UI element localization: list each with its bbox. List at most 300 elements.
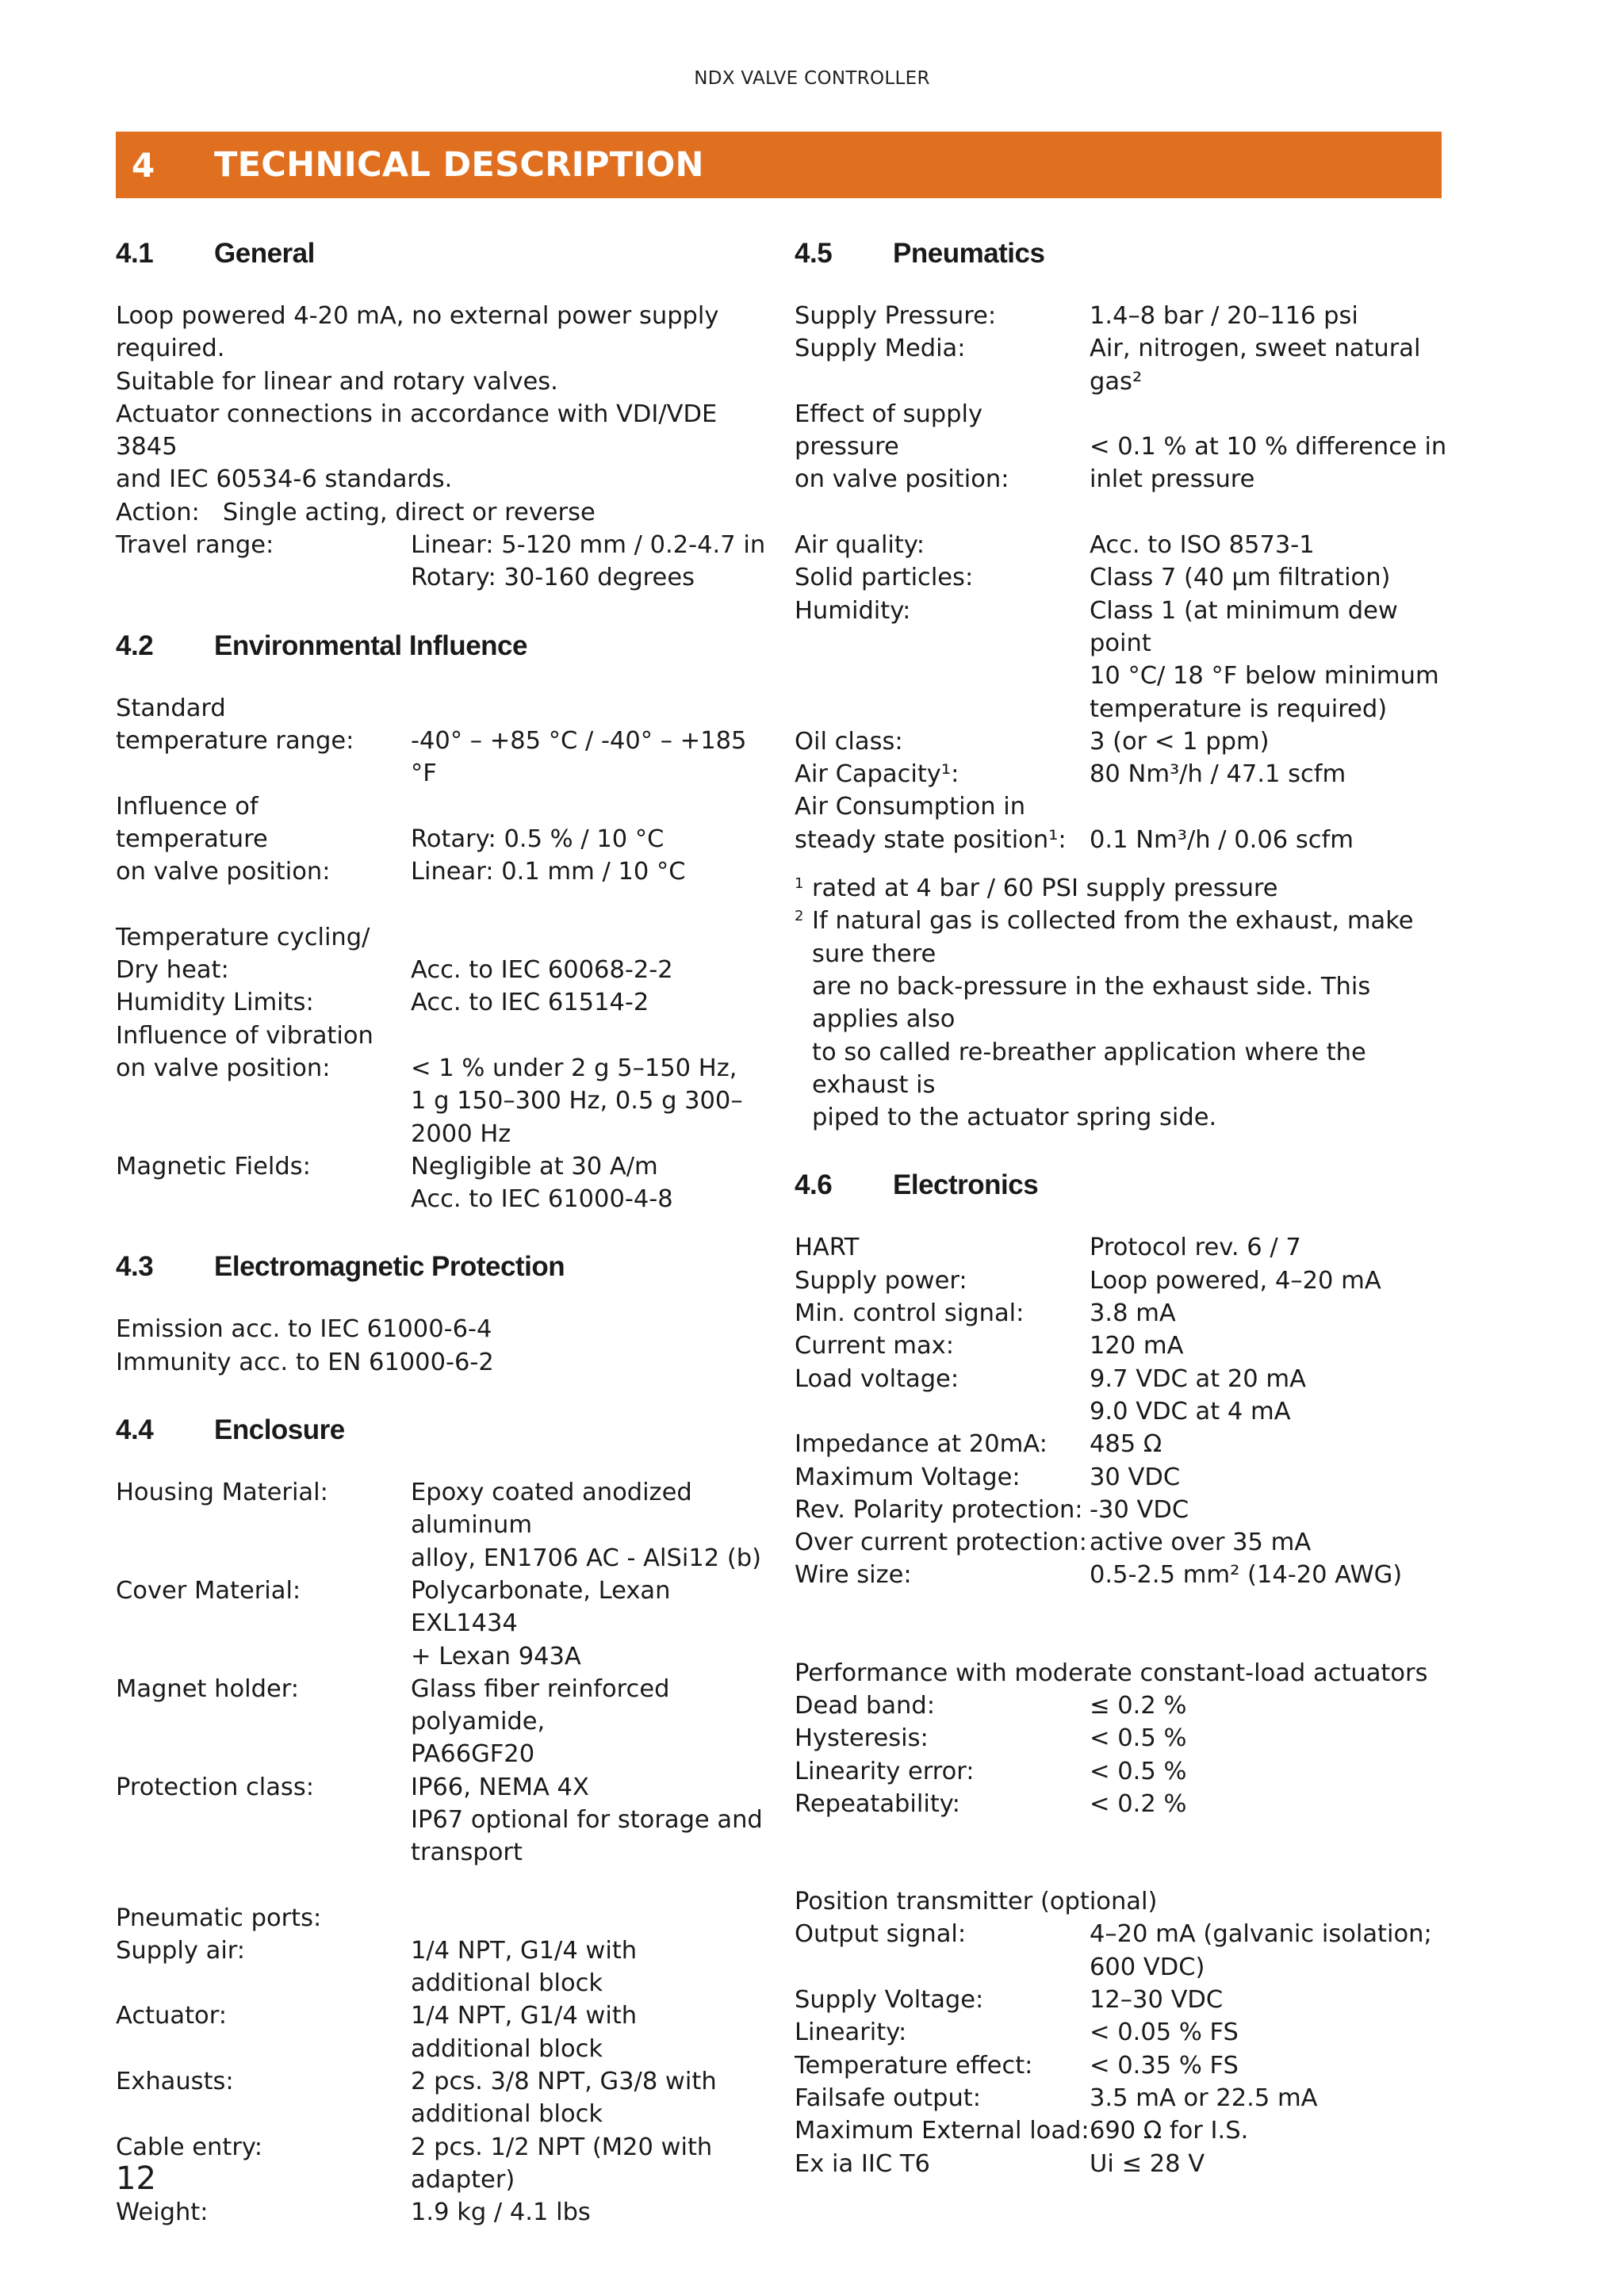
- spec-row: [795, 1788, 1451, 1820]
- spec-row: [795, 2148, 1451, 2180]
- section-number: 4.6: [795, 1169, 833, 1201]
- label-line: Over current protection:: [795, 1529, 1087, 1557]
- label-line: Hysteresis:: [795, 1724, 929, 1753]
- label-line: Temperature effect:: [795, 2051, 1033, 2080]
- section-number: 4.5: [795, 238, 833, 269]
- value-line: Rotary: 30-160 degrees: [411, 564, 695, 592]
- value-line: 690 Ω for I.S.: [1090, 2117, 1249, 2145]
- spec-row: [795, 1231, 1451, 1264]
- spec-row: [795, 398, 1451, 529]
- spec-row: [116, 1476, 766, 1575]
- label-line: [116, 2098, 411, 2130]
- spec-value: [1090, 1494, 1451, 1526]
- spec-row: [116, 790, 766, 921]
- section-number: 4.1: [116, 238, 154, 269]
- spec-label: [116, 692, 411, 790]
- spec-value: [1090, 2114, 1451, 2147]
- spec-value: [411, 529, 766, 595]
- spec-value: [411, 1771, 766, 1869]
- spec-row: [795, 1297, 1451, 1330]
- label-line: Humidity:: [795, 596, 911, 625]
- value-line: additional block: [411, 2034, 603, 2063]
- label-line: Protection class:: [116, 1773, 314, 1801]
- label-line: [116, 1085, 411, 1117]
- value-line: additional block: [411, 2100, 603, 2129]
- section-heading-electronics: [795, 1166, 1451, 1203]
- spec-label: [116, 1934, 411, 2000]
- label-line: Air Capacity¹:: [795, 760, 959, 789]
- spec-label: [795, 595, 1090, 725]
- label-line: Humidity Limits:: [116, 989, 314, 1017]
- spec-label: [116, 1771, 411, 1869]
- value-line: Class 7 (40 μm filtration): [1090, 564, 1391, 592]
- spec-label: [795, 398, 1090, 529]
- section-title: Environmental Influence: [214, 629, 527, 661]
- spec-label: [116, 1476, 411, 1575]
- spec-row: [795, 758, 1451, 790]
- spec-label: [795, 1755, 1090, 1788]
- spec-label: [795, 1494, 1090, 1526]
- footnote-line: piped to the actuator spring side.: [812, 1104, 1217, 1132]
- spec-label: [795, 1722, 1090, 1755]
- spec-value: [1090, 1559, 1451, 1591]
- value-line: Linear: 5-120 mm / 0.2-4.7 in: [411, 531, 766, 560]
- general-text: [116, 300, 766, 595]
- spec-value: [1090, 1918, 1451, 1984]
- label-line: [795, 1395, 1090, 1428]
- value-line: 0.5-2.5 mm² (14-20 AWG): [1090, 1561, 1403, 1590]
- label-line: Oil class:: [795, 727, 903, 756]
- footnote-mark: 1: [795, 875, 804, 893]
- spec-value: [411, 1673, 766, 1771]
- label-line: Dead band:: [795, 1691, 936, 1720]
- value-line: < 1 % under 2 g 5–150 Hz,: [411, 1054, 737, 1082]
- value-line: Acc. to IEC 60068-2-2: [411, 956, 673, 985]
- section-heading-pneumatics: [795, 235, 1451, 272]
- spec-label: [795, 790, 1090, 856]
- section-number: 4.4: [116, 1414, 154, 1446]
- value-line: -30 VDC: [1090, 1495, 1189, 1524]
- spec-row: [116, 1150, 766, 1216]
- value-line: 1/4 NPT, G1/4 with: [411, 2002, 638, 2030]
- value-line: additional block: [411, 1969, 603, 1998]
- spec-row: [795, 1559, 1451, 1591]
- spec-label: [116, 1999, 411, 2065]
- section-title: Pneumatics: [893, 238, 1045, 269]
- spec-value: [411, 1575, 766, 1673]
- value-line: Polycarbonate, Lexan EXL1434: [411, 1576, 671, 1638]
- page-number: 12: [116, 2160, 156, 2197]
- value-line: temperature is required): [1090, 695, 1388, 723]
- value-line: + Lexan 943A: [411, 1642, 581, 1670]
- spec-label: [795, 332, 1090, 398]
- spec-label: [795, 1788, 1090, 1820]
- spec-value: [411, 1999, 766, 2065]
- spec-label: [116, 2065, 411, 2131]
- footnote-line: are no back-pressure in the exhaust side. This applies also: [812, 972, 1371, 1034]
- section-heading-electromagnetic: [116, 1248, 766, 1285]
- pneumatic-ports-specs: [116, 1934, 766, 2229]
- value-line: 9.7 VDC at 20 mA: [1090, 1364, 1306, 1393]
- spec-label: [795, 1231, 1090, 1264]
- value-line: 12–30 VDC: [1090, 1986, 1224, 2015]
- value-line: Class 1 (at minimum dew point: [1090, 596, 1398, 657]
- label-line: Air quality:: [795, 531, 925, 560]
- spec-row: [795, 1755, 1451, 1788]
- text-line: Loop powered 4-20 mA, no external power supply required.: [116, 302, 719, 363]
- label-line: Maximum External load:: [795, 2117, 1090, 2145]
- spec-label: [795, 1918, 1090, 1984]
- spec-row: [116, 986, 766, 1019]
- spec-row: [795, 1428, 1451, 1460]
- value-line: 1 g 150–300 Hz, 0.5 g 300–: [411, 1087, 743, 1115]
- spec-label: [795, 1297, 1090, 1330]
- spec-row: [795, 725, 1451, 758]
- spec-label: [795, 529, 1090, 561]
- footnote-text: rated at 4 bar / 60 PSI supply pressure: [812, 874, 1278, 903]
- value-line: 3 (or < 1 ppm): [1090, 727, 1270, 756]
- label-line: Cable entry:: [116, 2133, 262, 2161]
- value-line: 1.4–8 bar / 20–116 psi: [1090, 302, 1358, 330]
- spec-row: [795, 1363, 1451, 1429]
- label-line: [116, 1607, 411, 1640]
- spec-value: [1090, 332, 1451, 398]
- spec-value: [1090, 1526, 1451, 1559]
- section-heading-enclosure: [116, 1411, 766, 1448]
- label-line: [116, 1804, 411, 1836]
- spec-value: [1090, 758, 1451, 790]
- value-line: Rotary: 0.5 % / 10 °C: [411, 825, 665, 853]
- label-line: Magnet holder:: [116, 1674, 299, 1703]
- spec-value: [1090, 2082, 1451, 2114]
- spec-row: [116, 1020, 766, 1150]
- spec-value: [1090, 595, 1451, 725]
- spec-value: [411, 692, 766, 790]
- value-line: [411, 790, 766, 823]
- spec-row: [795, 2114, 1451, 2147]
- spec-row: [116, 1771, 766, 1869]
- label-line: Effect of supply pressure: [795, 400, 983, 461]
- spec-label: [795, 2114, 1090, 2147]
- spec-row: [795, 1722, 1451, 1755]
- spec-row: [116, 1575, 766, 1673]
- label-line: Linearity error:: [795, 1757, 975, 1785]
- label-line: Rev. Polarity protection:: [795, 1495, 1083, 1524]
- value-line: 3.5 mA or 22.5 mA: [1090, 2084, 1318, 2112]
- value-line: transport: [411, 1839, 523, 1867]
- value-line: [411, 692, 766, 725]
- spec-value: [411, 2196, 766, 2229]
- section-number: 4.3: [116, 1251, 154, 1283]
- left-column: [116, 235, 766, 2229]
- spec-value: [411, 2065, 766, 2131]
- label-line: [116, 1705, 411, 1738]
- value-line: 2000 Hz: [411, 1119, 511, 1148]
- spec-label: [116, 986, 411, 1019]
- label-line: Supply Media:: [795, 335, 966, 363]
- spec-value: [411, 1934, 766, 2000]
- value-line: 10 °C/ 18 °F below minimum: [1090, 662, 1439, 691]
- spec-label: [795, 1689, 1090, 1722]
- spec-value: [1090, 2049, 1451, 2082]
- value-line: ≤ 0.2 %: [1090, 1691, 1187, 1720]
- spec-row: [116, 1673, 766, 1771]
- spec-row: [795, 1689, 1451, 1722]
- spec-value: [411, 790, 766, 921]
- spec-label: [795, 1265, 1090, 1297]
- label-line: Wire size:: [795, 1561, 912, 1590]
- value-line: [1090, 790, 1451, 823]
- spec-row: [116, 2065, 766, 2131]
- value-line: 3.8 mA: [1090, 1299, 1176, 1328]
- label-line: Air Consumption in: [795, 793, 1026, 821]
- spec-row: [795, 1330, 1451, 1362]
- spec-label: [795, 1559, 1090, 1591]
- value-line: Acc. to IEC 61000-4-8: [411, 1185, 673, 1214]
- label-line: Dry heat:: [116, 956, 229, 985]
- spec-row: [795, 1918, 1451, 1984]
- label-line: Influence of vibration: [116, 1021, 373, 1050]
- label-line: Output signal:: [795, 1920, 967, 1949]
- label-line: Weight:: [116, 2198, 209, 2227]
- pneumatics-specs: [795, 300, 1451, 856]
- spec-label: [116, 921, 411, 987]
- label-line: Temperature cycling/: [116, 923, 370, 951]
- label-line: Supply Voltage:: [795, 1986, 984, 2015]
- label-line: Magnetic Fields:: [116, 1152, 311, 1181]
- value-line: Ui ≤ 28 V: [1090, 2149, 1205, 2178]
- label-line: HART: [795, 1234, 860, 1262]
- spec-label: [795, 2148, 1090, 2180]
- spec-value: [1090, 2016, 1451, 2049]
- spec-value: [1090, 790, 1451, 856]
- value-line: -40° – +85 °C / -40° – +185 °F: [411, 726, 747, 788]
- value-line: 485 Ω: [1090, 1430, 1162, 1459]
- spec-value: [411, 1150, 766, 1216]
- spec-value: [411, 1476, 766, 1575]
- spec-label: [795, 1363, 1090, 1429]
- value-line: 30 VDC: [1090, 1463, 1181, 1491]
- spec-row: [795, 332, 1451, 398]
- spec-row: [116, 2131, 766, 2197]
- section-heading-environmental: [116, 627, 766, 664]
- spec-row: [795, 2016, 1451, 2049]
- spec-row: [795, 529, 1451, 561]
- chapter-heading: [116, 132, 1442, 198]
- spec-value: [411, 986, 766, 1019]
- value-line: Linear: 0.1 mm / 10 °C: [411, 858, 686, 886]
- label-line: Supply Pressure:: [795, 302, 997, 330]
- value-line: Protocol rev. 6 / 7: [1090, 1234, 1301, 1262]
- footnote-2: [795, 905, 1451, 1134]
- spec-row: [795, 300, 1451, 332]
- label-line: Exhausts:: [116, 2068, 234, 2096]
- label-line: [795, 496, 1090, 529]
- text-line: Emission acc. to IEC 61000-6-4: [116, 1315, 492, 1344]
- label-line: on valve position:: [116, 1054, 331, 1082]
- spec-value: [1090, 398, 1451, 529]
- spec-row: [116, 2196, 766, 2229]
- spec-label: [116, 1673, 411, 1771]
- value-line: < 0.5 %: [1090, 1724, 1187, 1753]
- spec-value: [1090, 1297, 1451, 1330]
- spec-value: [411, 2131, 766, 2197]
- spec-row: [795, 790, 1451, 856]
- spec-row: [116, 529, 766, 595]
- spec-value: [1090, 1689, 1451, 1722]
- value-line: 80 Nm³/h / 47.1 scfm: [1090, 760, 1346, 789]
- spec-label: [795, 725, 1090, 758]
- label-line: on valve position:: [116, 858, 331, 886]
- section-title: Electromagnetic Protection: [214, 1251, 565, 1283]
- value-line: alloy, EN1706 AC - AlSi12 (b): [411, 1544, 761, 1572]
- spec-value: [1090, 1265, 1451, 1297]
- spec-row: [795, 2082, 1451, 2114]
- label-line: Cover Material:: [116, 1576, 301, 1605]
- spec-row: [116, 692, 766, 790]
- pneumatic-ports-label: Pneumatic ports:: [116, 1904, 322, 1932]
- label-line: [116, 1509, 411, 1541]
- spec-row: [795, 1494, 1451, 1526]
- value-line: [411, 921, 766, 954]
- spec-value: [1090, 725, 1451, 758]
- spec-row: [795, 561, 1451, 594]
- spec-row: [795, 1984, 1451, 2016]
- spec-value: [1090, 1755, 1451, 1788]
- value-line: [411, 1020, 766, 1052]
- label-line: Influence of temperature: [116, 792, 268, 853]
- spec-row: [795, 1461, 1451, 1494]
- spec-row: [795, 1265, 1451, 1297]
- spec-label: [795, 300, 1090, 332]
- electronics-specs: [795, 1231, 1451, 1591]
- value-line: < 0.35 % FS: [1090, 2051, 1239, 2080]
- value-line: 2 pcs. 3/8 NPT, G3/8 with: [411, 2068, 717, 2096]
- label-line: on valve position:: [795, 465, 1009, 494]
- value-line: Loop powered, 4–20 mA: [1090, 1266, 1381, 1295]
- spec-label: [795, 2082, 1090, 2114]
- label-line: [116, 2033, 411, 2065]
- section-number: 4.2: [116, 629, 154, 661]
- label-line: Min. control signal:: [795, 1299, 1025, 1328]
- spec-label: [795, 1428, 1090, 1460]
- value-line: Air, nitrogen, sweet natural gas²: [1090, 335, 1421, 396]
- value-line: 2 pcs. 1/2 NPT (M20 with adapter): [411, 2133, 713, 2194]
- label-line: Linearity:: [795, 2019, 907, 2047]
- label-line: Load voltage:: [795, 1364, 959, 1393]
- spec-label: [795, 2016, 1090, 2049]
- label-line: Ex ia IIC T6: [795, 2149, 930, 2178]
- spec-label: [795, 1984, 1090, 2016]
- label-line: Failsafe output:: [795, 2084, 982, 2112]
- value-line: < 0.1 % at 10 % difference in: [1090, 433, 1447, 461]
- spec-label: [116, 2131, 411, 2197]
- value-line: 4–20 mA (galvanic isolation;: [1090, 1920, 1432, 1949]
- section-title: Enclosure: [214, 1414, 345, 1446]
- spec-row: [795, 2049, 1451, 2082]
- spec-label: [116, 1150, 411, 1216]
- text-line: and IEC 60534-6 standards.: [116, 465, 453, 494]
- spec-label: [795, 1461, 1090, 1494]
- label-line: [116, 888, 411, 920]
- value-line: 120 mA: [1090, 1332, 1184, 1360]
- label-line: [795, 660, 1090, 692]
- value-line: inlet pressure: [1090, 465, 1255, 494]
- label-line: temperature range:: [116, 726, 354, 755]
- label-line: [116, 1183, 411, 1215]
- label-line: [116, 1118, 411, 1150]
- value-line: < 0.5 %: [1090, 1757, 1187, 1785]
- chapter-number: 4: [132, 145, 155, 185]
- spec-value: [1090, 1363, 1451, 1429]
- spec-label: [116, 1020, 411, 1150]
- spec-label: [795, 561, 1090, 594]
- text-line: Immunity acc. to EN 61000-6-2: [116, 1348, 494, 1376]
- spec-label: [795, 1526, 1090, 1559]
- spec-value: [1090, 2148, 1451, 2180]
- value-line: Acc. to ISO 8573-1: [1090, 531, 1315, 560]
- chapter-title: TECHNICAL DESCRIPTION: [214, 145, 704, 185]
- spec-row: [795, 595, 1451, 725]
- text-line: Suitable for linear and rotary valves.: [116, 367, 558, 396]
- label-line: Current max:: [795, 1332, 954, 1360]
- section-title: General: [214, 238, 315, 269]
- label-line: Supply air:: [116, 1936, 246, 1965]
- label-line: Standard: [116, 694, 226, 722]
- footnote-mark: 2: [795, 908, 804, 925]
- right-column: [795, 235, 1451, 2180]
- spec-label: [116, 2196, 411, 2229]
- label-line: Solid particles:: [795, 564, 974, 592]
- value-line: active over 35 mA: [1090, 1529, 1312, 1557]
- spec-value: [1090, 1984, 1451, 2016]
- spec-label: [795, 2049, 1090, 2082]
- label-line: [116, 1836, 411, 1869]
- value-line: < 0.2 %: [1090, 1789, 1187, 1818]
- spec-value: [1090, 300, 1451, 332]
- environmental-specs: [116, 692, 766, 1216]
- spec-label: [795, 758, 1090, 790]
- spec-value: [1090, 1231, 1451, 1264]
- spec-value: [1090, 1461, 1451, 1494]
- value-line: Epoxy coated anodized aluminum: [411, 1479, 692, 1540]
- value-line: PA66GF20: [411, 1740, 535, 1769]
- label-line: Housing Material:: [116, 1479, 328, 1507]
- spec-value: [1090, 561, 1451, 594]
- value-line: Acc. to IEC 61514-2: [411, 989, 649, 1017]
- spec-row: [795, 1526, 1451, 1559]
- spec-value: [411, 921, 766, 987]
- spec-row: [116, 921, 766, 987]
- value-line: IP66, NEMA 4X: [411, 1773, 589, 1801]
- label-line: [116, 1967, 411, 1999]
- value-line: Negligible at 30 A/m: [411, 1152, 658, 1181]
- value-line: IP67 optional for storage and: [411, 1805, 763, 1834]
- spec-label: [795, 1330, 1090, 1362]
- label-line: Repeatability:: [795, 1789, 960, 1818]
- value-line: < 0.05 % FS: [1090, 2019, 1239, 2047]
- spec-value: [1090, 1428, 1451, 1460]
- spec-label: [116, 1575, 411, 1673]
- spec-value: [1090, 529, 1451, 561]
- spec-value: [1090, 1330, 1451, 1362]
- spec-value: [1090, 1788, 1451, 1820]
- value-line: 1.9 kg / 4.1 lbs: [411, 2198, 591, 2227]
- performance-title: Performance with moderate constant-load actuators: [795, 1659, 1428, 1687]
- spec-label: [116, 790, 411, 921]
- value-line: 0.1 Nm³/h / 0.06 scfm: [1090, 825, 1354, 854]
- text-line: Action: Single acting, direct or reverse: [116, 498, 596, 526]
